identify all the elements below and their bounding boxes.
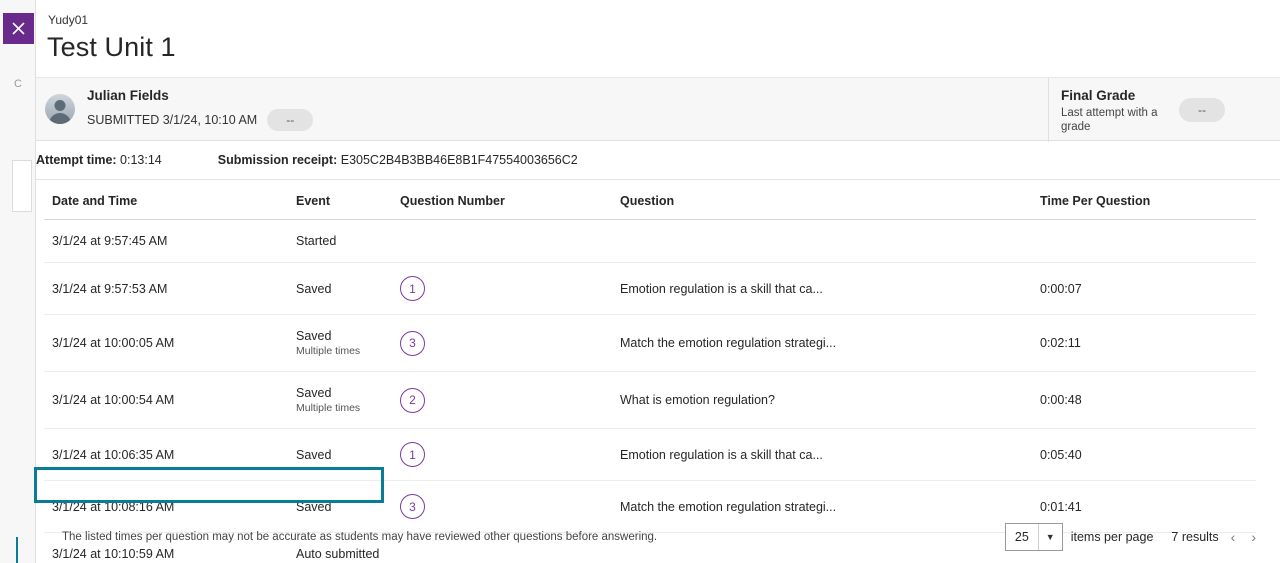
- table-row[interactable]: [44, 315, 1256, 372]
- table-row[interactable]: [44, 263, 1256, 315]
- attempt-info-row: [36, 141, 1280, 180]
- avatar: [45, 94, 75, 124]
- cell-event: [296, 372, 400, 429]
- page-size-value: 25: [1014, 530, 1029, 544]
- cell-datetime: 3/1/24 at 10:00:54 AM: [44, 372, 296, 429]
- column-header-date: Date and Time: [44, 180, 296, 220]
- submitted-timestamp: SUBMITTED 3/1/24, 10:10 AM: [87, 113, 258, 127]
- cell-question-number: [400, 263, 620, 315]
- cell-time-per-question: [1040, 220, 1256, 263]
- event-label: Auto submitted: [296, 547, 380, 561]
- cell-question-number: [400, 315, 620, 372]
- page-title: Test Unit 1: [47, 32, 176, 62]
- attempt-time-label: Attempt time:: [36, 153, 117, 167]
- cell-datetime: 3/1/24 at 9:57:53 AM: [44, 263, 296, 315]
- cell-datetime: 3/1/24 at 10:00:05 AM: [44, 315, 296, 372]
- table-row[interactable]: [44, 220, 1256, 263]
- cell-question: Match the emotion regulation strategi...: [620, 481, 1040, 533]
- student-name: Julian Fields: [87, 88, 169, 103]
- cell-question: Match the emotion regulation strategi...: [620, 315, 1040, 372]
- table-header: [44, 180, 1256, 220]
- question-number-badge[interactable]: 3: [400, 331, 425, 356]
- final-grade-value[interactable]: --: [1179, 98, 1225, 122]
- submitted-row: [87, 109, 313, 131]
- question-number-badge[interactable]: 1: [400, 276, 425, 301]
- submission-receipt: [218, 153, 578, 167]
- background-strip-box: [12, 160, 32, 212]
- table-row[interactable]: [44, 372, 1256, 429]
- question-number-badge[interactable]: 3: [400, 494, 425, 519]
- cell-time-per-question: 0:00:48: [1040, 372, 1256, 429]
- column-header-event: Event: [296, 180, 400, 220]
- cell-time-per-question: 0:02:11: [1040, 315, 1256, 372]
- attempt-grade-pill[interactable]: --: [267, 109, 313, 131]
- highlight-corner-marker: [16, 537, 18, 563]
- event-label: Saved: [296, 281, 332, 296]
- cell-datetime: 3/1/24 at 10:06:35 AM: [44, 429, 296, 481]
- cell-question: Emotion regulation is a skill that ca...: [620, 263, 1040, 315]
- question-number-badge[interactable]: 2: [400, 388, 425, 413]
- cell-datetime: 3/1/24 at 10:08:16 AM: [44, 481, 296, 533]
- final-grade-subtitle: Last attempt with a grade: [1061, 106, 1158, 133]
- final-grade-text: [1061, 87, 1169, 134]
- attempt-details-panel: [36, 0, 1280, 563]
- cell-event: [296, 220, 400, 263]
- close-panel-button[interactable]: [3, 13, 34, 44]
- cell-datetime: 3/1/24 at 10:10:59 AM: [44, 533, 296, 563]
- cell-event: [296, 263, 400, 315]
- final-grade-section: [1048, 78, 1280, 142]
- attempt-time: [36, 153, 162, 167]
- event-label: Saved: [296, 447, 332, 462]
- chevron-down-icon: ▼: [1045, 532, 1055, 542]
- column-header-question-number: Question Number: [400, 180, 620, 220]
- cell-question-number: [400, 429, 620, 481]
- results-count: 7 results: [1171, 530, 1219, 544]
- table-row[interactable]: [44, 429, 1256, 481]
- event-label: Saved: [296, 386, 332, 400]
- cell-time-per-question: 0:00:07: [1040, 263, 1256, 315]
- pagination-controls: [1005, 523, 1260, 551]
- previous-page-button[interactable]: ‹: [1230, 529, 1236, 545]
- event-label: Saved: [296, 499, 332, 514]
- table-footer: [36, 511, 1280, 563]
- background-strip-text: C: [14, 78, 22, 90]
- attempt-time-value: 0:13:14: [120, 153, 162, 167]
- footer-note: The listed times per question may not be accurate as students may have reviewed other questions before answering.: [62, 531, 658, 543]
- cell-question: Emotion regulation is a skill that ca...: [620, 429, 1040, 481]
- cell-question: [620, 220, 1040, 263]
- attempt-log-table: [44, 180, 1256, 563]
- cell-event: [296, 429, 400, 481]
- cell-question: What is emotion regulation?: [620, 372, 1040, 429]
- student-meta: [87, 87, 313, 131]
- cell-question-number: [400, 372, 620, 429]
- panel-header: [36, 0, 1280, 64]
- cell-question-number: [400, 220, 620, 263]
- log-table-wrapper: [36, 180, 1280, 563]
- cell-time-per-question: 0:01:41: [1040, 481, 1256, 533]
- submission-receipt-value: E305C2B4B3BB46E8B1F47554003656C2: [340, 153, 578, 167]
- cell-event: [296, 315, 400, 372]
- page-size-select[interactable]: [1005, 523, 1063, 551]
- event-label: Saved: [296, 329, 332, 343]
- submission-receipt-label: Submission receipt:: [217, 153, 338, 167]
- close-icon: [12, 22, 25, 35]
- event-sublabel: Multiple times: [296, 345, 361, 357]
- event-sublabel: Multiple times: [296, 402, 361, 414]
- table-header-row: [44, 180, 1256, 220]
- background-left-strip: [0, 0, 36, 563]
- cell-time-per-question: 0:05:40: [1040, 429, 1256, 481]
- items-per-page-label: items per page: [1070, 530, 1154, 544]
- column-header-time-per-question: Time Per Question: [1040, 180, 1256, 220]
- next-page-button[interactable]: ›: [1251, 529, 1256, 545]
- final-grade-title: Final Grade: [1061, 87, 1136, 103]
- question-number-badge[interactable]: 1: [400, 442, 425, 467]
- cell-datetime: 3/1/24 at 9:57:45 AM: [44, 220, 296, 263]
- breadcrumb: Yudy01: [48, 13, 89, 27]
- event-label: Started: [296, 234, 337, 248]
- column-header-question: Question: [620, 180, 1040, 220]
- student-summary-bar: [36, 77, 1280, 141]
